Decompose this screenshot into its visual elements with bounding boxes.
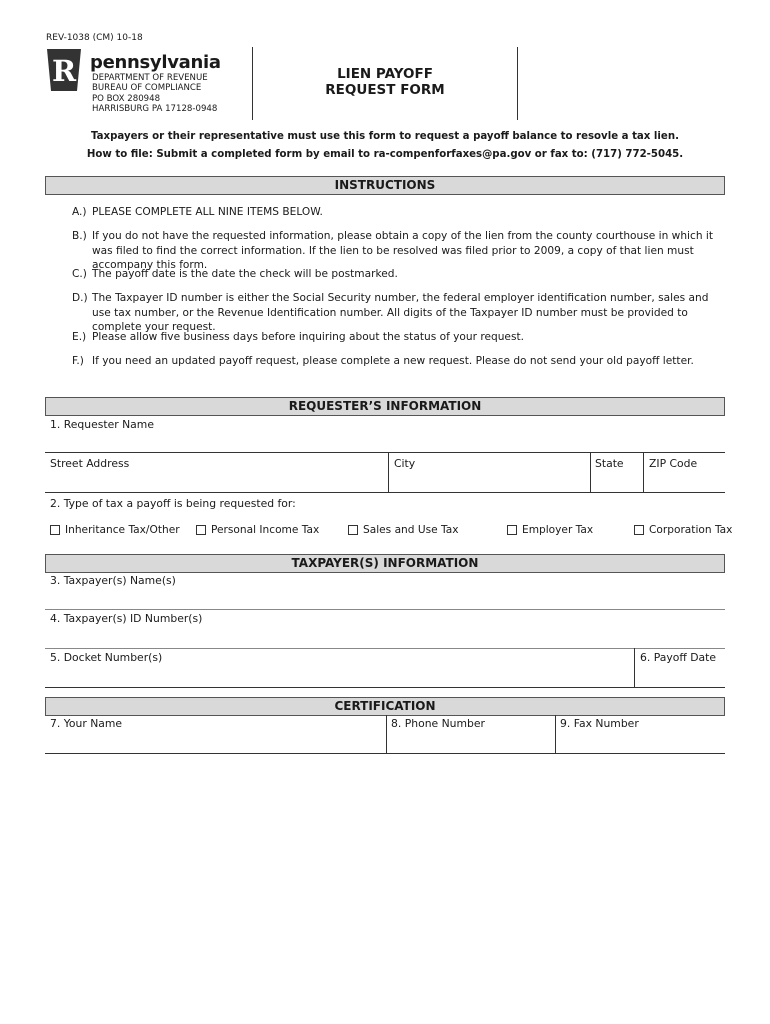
instruction-label: B.)	[72, 230, 87, 242]
checkbox-label: Corporation Tax	[649, 524, 733, 536]
instruction-label: A.)	[72, 206, 87, 218]
checkbox-label: Employer Tax	[522, 524, 594, 536]
instruction-text: PLEASE COMPLETE ALL NINE ITEMS BELOW.	[92, 206, 323, 218]
street-city-divider	[388, 453, 389, 493]
your-name-field[interactable]	[45, 715, 385, 751]
state-label: State	[595, 457, 624, 470]
payoff-date-label: 6. Payoff Date	[640, 651, 717, 664]
city-label: City	[394, 457, 416, 470]
zip-code-label: ZIP Code	[649, 457, 698, 470]
checkbox-box[interactable]	[50, 525, 60, 535]
zip-code-field[interactable]	[645, 455, 725, 491]
address-line: PO BOX 280948	[92, 93, 161, 104]
form-title-line2: REQUEST FORM	[325, 82, 445, 98]
taxpayer-names-label: 3. Taxpayer(s) Name(s)	[50, 574, 176, 587]
checkbox-box[interactable]	[196, 525, 206, 535]
instruction-text: If you do not have the requested information, please obtain a copy of the lien from the county courthouse in which it was filed to find the correct information. If the lien to be resolved was filed prior to 2009, a copy of that lien must accompany this form.	[92, 230, 714, 271]
phone-number-field[interactable]	[388, 715, 554, 751]
keystone-logo-icon	[44, 48, 84, 92]
street-address-label: Street Address	[50, 457, 130, 470]
your-name-label: 7. Your Name	[50, 717, 123, 730]
checkbox-label: Sales and Use Tax	[363, 524, 459, 536]
instruction-item	[72, 267, 732, 282]
instruction-item	[72, 229, 732, 271]
requester-heading: REQUESTER’S INFORMATION	[45, 397, 725, 416]
instruction-item	[72, 205, 732, 220]
phone-number-label: 8. Phone Number	[391, 717, 485, 730]
requester-name-field[interactable]	[45, 416, 725, 452]
form-title-line1: LIEN PAYOFF	[337, 66, 433, 82]
requester-name-label: 1. Requester Name	[50, 418, 154, 431]
checkbox-inheritance-tax[interactable]	[50, 524, 180, 536]
city-state-divider	[590, 453, 591, 493]
address-line: DEPARTMENT OF REVENUE	[92, 73, 208, 83]
checkbox-box[interactable]	[507, 525, 517, 535]
instruction-text: If you need an updated payoff request, please complete a new request. Please do not send your old payoff letter.	[92, 355, 694, 367]
checkbox-label: Personal Income Tax	[211, 524, 320, 536]
logo-letter: R	[51, 54, 77, 88]
instruction-label: C.)	[72, 268, 87, 280]
payoff-date-field[interactable]	[636, 650, 725, 686]
docket-rule	[45, 687, 725, 688]
instructions-heading: INSTRUCTIONS	[45, 176, 725, 195]
fax-number-label: 9. Fax Number	[560, 717, 639, 730]
instruction-label: D.)	[72, 292, 88, 304]
taxpayer-names-field[interactable]	[45, 572, 725, 608]
intro-purpose: Taxpayers or their representative must use this form to request a payoff balance to resovle a tax lien.	[91, 131, 679, 142]
certification-rule	[45, 753, 725, 754]
form-title	[252, 66, 518, 98]
taxpayer-id-label: 4. Taxpayer(s) ID Number(s)	[50, 612, 203, 625]
instruction-item	[72, 330, 732, 345]
intro-how-to-file: How to file: Submit a completed form by email to ra-compenforfaxes@pa.gov or fax to: (717) 772-5045.	[86, 149, 684, 160]
docket-number-label: 5. Docket Number(s)	[50, 651, 163, 664]
docket-date-divider	[634, 648, 635, 688]
address-line: HARRISBURG PA 17128-0948	[92, 104, 218, 115]
checkbox-corporation-tax[interactable]	[634, 524, 732, 536]
instruction-item	[72, 291, 732, 333]
street-address-field[interactable]	[45, 455, 387, 491]
instruction-text: The Taxpayer ID number is either the Social Security number, the federal employer identification number, sales and use tax number, or the Revenue Identification number. All digits of the Taxpayer ID number must be provided to complete your request.	[92, 292, 709, 333]
checkbox-box[interactable]	[348, 525, 358, 535]
instruction-label: F.)	[72, 355, 84, 367]
checkbox-personal-income-tax[interactable]	[196, 524, 319, 536]
docket-number-field[interactable]	[45, 650, 632, 686]
checkbox-sales-use-tax[interactable]	[348, 524, 459, 536]
tax-type-label: 2. Type of tax a payoff is being requested for:	[50, 497, 296, 510]
state-zip-divider	[643, 453, 644, 493]
department-address	[92, 73, 217, 115]
taxpayer-id-rule	[45, 648, 725, 649]
taxpayer-id-field[interactable]	[45, 611, 725, 647]
state-field[interactable]	[592, 455, 641, 491]
certification-heading: CERTIFICATION	[45, 697, 725, 716]
city-field[interactable]	[390, 455, 588, 491]
name-phone-divider	[386, 715, 387, 753]
requester-name-rule	[45, 452, 725, 453]
taxpayer-heading: TAXPAYER(S) INFORMATION	[45, 554, 725, 573]
phone-fax-divider	[555, 715, 556, 753]
instruction-item	[72, 354, 732, 369]
instruction-text: The payoff date is the date the check will be postmarked.	[92, 268, 398, 280]
checkbox-box[interactable]	[634, 525, 644, 535]
checkbox-employer-tax[interactable]	[507, 524, 593, 536]
form-code: REV-1038 (CM) 10-18	[46, 33, 143, 43]
fax-number-field[interactable]	[557, 715, 725, 751]
taxpayer-names-rule	[45, 609, 725, 610]
checkbox-label: Inheritance Tax/Other	[65, 524, 180, 536]
address-line: BUREAU OF COMPLIANCE	[92, 83, 202, 94]
instruction-text: Please allow five business days before inquiring about the status of your request.	[92, 331, 524, 343]
instruction-label: E.)	[72, 331, 87, 343]
address-rule	[45, 492, 725, 493]
brand-name: pennsylvania	[90, 52, 221, 73]
